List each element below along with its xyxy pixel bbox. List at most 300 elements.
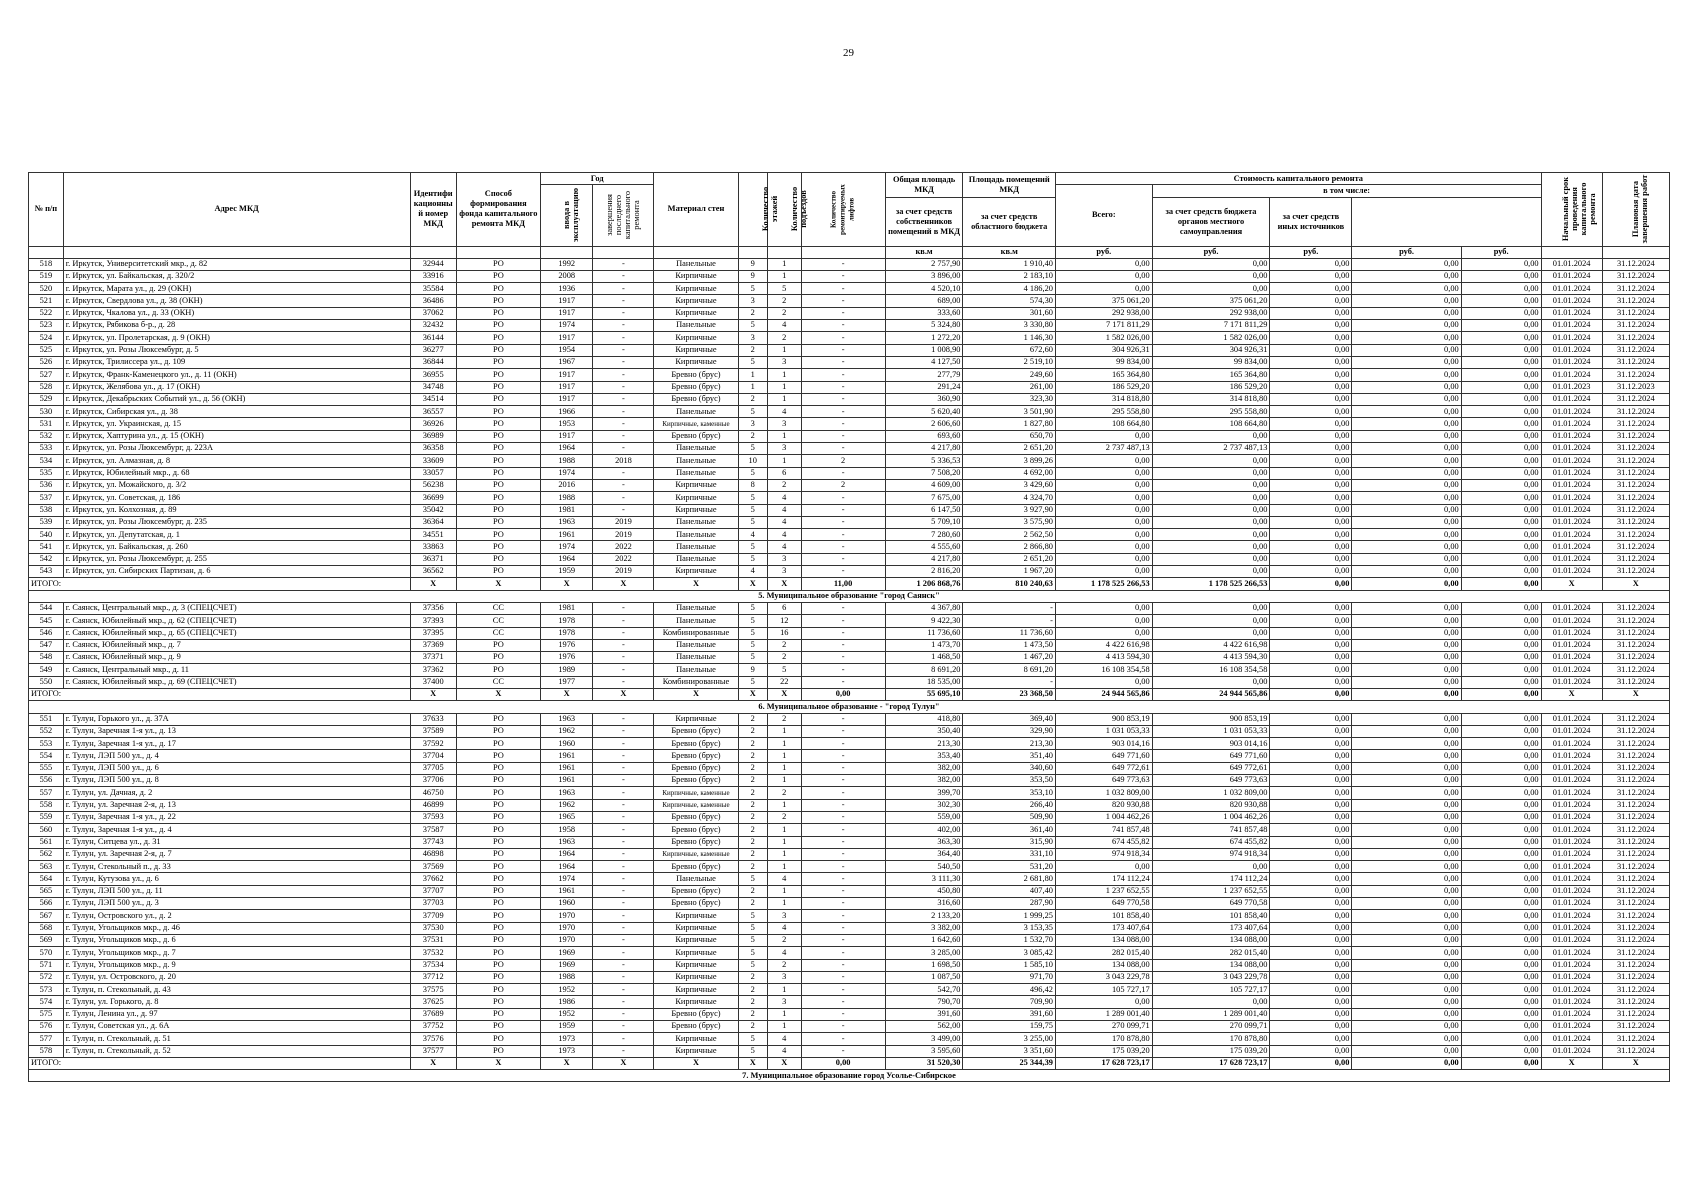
cell-10: 4 520,10 — [885, 283, 963, 295]
cell-10: 790,70 — [885, 996, 963, 1008]
cell-10: 5 324,80 — [885, 320, 963, 332]
cell-18: 31.12.2024 — [1602, 307, 1669, 319]
cell-12: 2 737 487,13 — [1055, 443, 1152, 455]
cell-15: 0,00 — [1352, 725, 1461, 737]
cell-1: г. Иркутск, ул. Советская, д. 186 — [63, 492, 410, 504]
cell-17: 01.01.2024 — [1541, 848, 1602, 860]
cell-12: 1 031 053,33 — [1055, 725, 1152, 737]
cell-5: X — [593, 688, 654, 700]
table-row — [29, 443, 1670, 455]
cell-7: 2 — [738, 1008, 767, 1020]
cell-13: 270 099,71 — [1152, 1021, 1270, 1033]
cell-11: 2 651,20 — [963, 553, 1056, 565]
cell-4: 1974 — [540, 467, 593, 479]
cell-14: 0,00 — [1270, 295, 1352, 307]
cell-14: 0,00 — [1270, 664, 1352, 676]
cell-1: г. Иркутск, ул. Депутатская, д. 1 — [63, 529, 410, 541]
cell-12: 900 853,19 — [1055, 713, 1152, 725]
cell-17: 01.01.2024 — [1541, 725, 1602, 737]
cell-6: Панельные — [654, 320, 738, 332]
cell-4: 1952 — [540, 984, 593, 996]
cell-14: 0,00 — [1270, 418, 1352, 430]
table-row — [29, 959, 1670, 971]
cell-13: 175 039,20 — [1152, 1045, 1270, 1057]
cell-6: Кирпичные — [654, 996, 738, 1008]
cell-5: - — [593, 861, 654, 873]
cell-10: 402,00 — [885, 824, 963, 836]
cell-8: 1 — [767, 824, 801, 836]
cell-7: 2 — [738, 775, 767, 787]
cell-9: - — [801, 787, 885, 799]
cell-16: 0,00 — [1461, 775, 1541, 787]
cell-4: 1964 — [540, 848, 593, 860]
section-title: 7. Муниципальное образование город Усолье-Сибирское — [29, 1070, 1670, 1082]
cell-10: 2 606,60 — [885, 418, 963, 430]
cell-1: г. Иркутск, ул. Байкальская, д. 260 — [63, 541, 410, 553]
cell-7: 5 — [738, 320, 767, 332]
cell-3: РО — [456, 787, 540, 799]
header-entrances: Количество подъездов — [767, 173, 801, 247]
cell-18: 31.12.2024 — [1602, 762, 1669, 774]
cell-3: РО — [456, 984, 540, 996]
cell-7: 5 — [738, 356, 767, 368]
cell-8: 6 — [767, 602, 801, 614]
cell-1: г. Тулун, Советская ул., д. 6А — [63, 1021, 410, 1033]
cell-5: 2019 — [593, 529, 654, 541]
cell-3: РО — [456, 775, 540, 787]
cell-11: 810 240,63 — [963, 578, 1056, 590]
cell-10: 353,40 — [885, 750, 963, 762]
cell-6: Бревно (брус) — [654, 1021, 738, 1033]
cell-11: 509,90 — [963, 811, 1056, 823]
cell-5: - — [593, 947, 654, 959]
cell-10: 11 736,60 — [885, 627, 963, 639]
cell-14: 0,00 — [1270, 885, 1352, 897]
cell-12: 16 108 354,58 — [1055, 664, 1152, 676]
cell-14: 0,00 — [1270, 541, 1352, 553]
cell-11: 11 736,60 — [963, 627, 1056, 639]
cell-8: 6 — [767, 467, 801, 479]
cell-17: 01.01.2023 — [1541, 381, 1602, 393]
cell-2: 37362 — [410, 664, 456, 676]
cell-11: 2 651,20 — [963, 443, 1056, 455]
cell-16: 0,00 — [1461, 996, 1541, 1008]
cell-6: Комбинированные — [654, 676, 738, 688]
unit-premises-area: кв.м — [963, 246, 1056, 258]
cell-3: РО — [456, 713, 540, 725]
cell-3: РО — [456, 516, 540, 528]
cell-18: 31.12.2024 — [1602, 541, 1669, 553]
cell-4: 1917 — [540, 393, 593, 405]
cell-13: 282 015,40 — [1152, 947, 1270, 959]
cell-13: 0,00 — [1152, 455, 1270, 467]
cell-13: 0,00 — [1152, 270, 1270, 282]
table-row — [29, 738, 1670, 750]
cell-6: Бревно (брус) — [654, 762, 738, 774]
cell-16: 0,00 — [1461, 652, 1541, 664]
cell-9: - — [801, 775, 885, 787]
cell-7: 9 — [738, 664, 767, 676]
cell-11: 407,40 — [963, 885, 1056, 897]
cell-13: 16 108 354,58 — [1152, 664, 1270, 676]
cell-13: 7 171 811,29 — [1152, 320, 1270, 332]
cell-6: Кирпичные — [654, 934, 738, 946]
header-premises-area: Площадь помещений МКД — [963, 173, 1056, 198]
cell-13: 741 857,48 — [1152, 824, 1270, 836]
cell-18: 31.12.2024 — [1602, 725, 1669, 737]
cell-9: - — [801, 529, 885, 541]
table-row — [29, 553, 1670, 565]
cell-16: 0,00 — [1461, 947, 1541, 959]
cell-14: 0,00 — [1270, 1045, 1352, 1057]
cell-9: - — [801, 332, 885, 344]
cell-11: 3 575,90 — [963, 516, 1056, 528]
cell-5: - — [593, 369, 654, 381]
cell-9: - — [801, 934, 885, 946]
cell-12: 108 664,80 — [1055, 418, 1152, 430]
cell-10: 4 609,00 — [885, 479, 963, 491]
cell-7: 2 — [738, 1021, 767, 1033]
cell-16: 0,00 — [1461, 1008, 1541, 1020]
cell-9: - — [801, 406, 885, 418]
cell-1: г. Иркутск, ул. Алмазная, д. 8 — [63, 455, 410, 467]
cell-6: Панельные — [654, 455, 738, 467]
cell-15: 0,00 — [1352, 283, 1461, 295]
cell-16: 0,00 — [1461, 615, 1541, 627]
cell-18: 31.12.2024 — [1602, 922, 1669, 934]
cell-10: 1 468,50 — [885, 652, 963, 664]
cell-16: 0,00 — [1461, 516, 1541, 528]
cell-0: 565 — [29, 885, 64, 897]
cell-18: 31.12.2024 — [1602, 775, 1669, 787]
cell-1: г. Иркутск, Франк-Каменецкого ул., д. 11 (ОКН) — [63, 369, 410, 381]
table-row — [29, 627, 1670, 639]
cell-7: 2 — [738, 750, 767, 762]
cell-5: - — [593, 676, 654, 688]
cell-5: - — [593, 959, 654, 971]
cell-4: 1976 — [540, 652, 593, 664]
cell-5: - — [593, 1008, 654, 1020]
cell-0: 522 — [29, 307, 64, 319]
cell-7: 2 — [738, 824, 767, 836]
cell-4: 1961 — [540, 885, 593, 897]
cell-4: 1970 — [540, 910, 593, 922]
cell-18: 31.12.2024 — [1602, 356, 1669, 368]
cell-12: 173 407,64 — [1055, 922, 1152, 934]
cell-11: 709,90 — [963, 996, 1056, 1008]
cell-13: 674 455,82 — [1152, 836, 1270, 848]
cell-1: г. Иркутск, ул. Украинская, д. 15 — [63, 418, 410, 430]
cell-9: - — [801, 566, 885, 578]
cell-2: 36844 — [410, 356, 456, 368]
cell-1: г. Иркутск, Марата ул., д. 29 (ОКН) — [63, 283, 410, 295]
cell-15: 0,00 — [1352, 578, 1461, 590]
cell-18: 31.12.2024 — [1602, 283, 1669, 295]
cell-4: 1969 — [540, 947, 593, 959]
cell-16: 0,00 — [1461, 861, 1541, 873]
cell-17: 01.01.2024 — [1541, 516, 1602, 528]
cell-6: Кирпичные, каменные — [654, 787, 738, 799]
cell-2: 34748 — [410, 381, 456, 393]
cell-7: 5 — [738, 639, 767, 651]
cell-5: 2019 — [593, 566, 654, 578]
cell-8: 4 — [767, 873, 801, 885]
section-header-row — [29, 1070, 1670, 1082]
cell-18: 31.12.2024 — [1602, 885, 1669, 897]
cell-9: - — [801, 811, 885, 823]
cell-7: 8 — [738, 479, 767, 491]
cell-1: г. Тулун, п. Стекольный, д. 52 — [63, 1045, 410, 1057]
cell-11: 351,40 — [963, 750, 1056, 762]
cell-6: X — [654, 578, 738, 590]
cell-11: 3 085,42 — [963, 947, 1056, 959]
cell-14: 0,00 — [1270, 356, 1352, 368]
cell-18: 31.12.2024 — [1602, 861, 1669, 873]
cell-7: 2 — [738, 762, 767, 774]
cell-9: - — [801, 713, 885, 725]
cell-16: 0,00 — [1461, 1033, 1541, 1045]
cell-7: 5 — [738, 541, 767, 553]
cell-17: 01.01.2024 — [1541, 258, 1602, 270]
header-year-last: завершения последнего капитального ремонта — [593, 185, 654, 246]
cell-10: 1 206 868,76 — [885, 578, 963, 590]
cell-4: 1965 — [540, 811, 593, 823]
cell-18: 31.12.2024 — [1602, 295, 1669, 307]
cell-2: 37689 — [410, 1008, 456, 1020]
cell-16: 0,00 — [1461, 467, 1541, 479]
table-row — [29, 873, 1670, 885]
cell-11: 2 681,80 — [963, 873, 1056, 885]
cell-8: 2 — [767, 787, 801, 799]
cell-13: 108 664,80 — [1152, 418, 1270, 430]
cell-15: 0,00 — [1352, 971, 1461, 983]
cell-15: 0,00 — [1352, 504, 1461, 516]
total-row — [29, 1057, 1670, 1069]
cell-0: 561 — [29, 836, 64, 848]
cell-17: 01.01.2024 — [1541, 738, 1602, 750]
cell-12: 903 014,16 — [1055, 738, 1152, 750]
cell-1: г. Иркутск, Трилиссера ул., д. 109 — [63, 356, 410, 368]
cell-0: 538 — [29, 504, 64, 516]
cell-7: 5 — [738, 934, 767, 946]
cell-9: - — [801, 639, 885, 651]
cell-7: 5 — [738, 910, 767, 922]
cell-7: 2 — [738, 811, 767, 823]
cell-5: 2022 — [593, 553, 654, 565]
cell-12: 649 771,60 — [1055, 750, 1152, 762]
cell-6: Кирпичные — [654, 307, 738, 319]
cell-1: г. Тулун, Заречная 1-я ул., д. 4 — [63, 824, 410, 836]
cell-4: 1977 — [540, 676, 593, 688]
cell-4: 1988 — [540, 455, 593, 467]
cell-15: 0,00 — [1352, 516, 1461, 528]
cell-0: 534 — [29, 455, 64, 467]
cell-10: 1 272,20 — [885, 332, 963, 344]
cell-8: 1 — [767, 836, 801, 848]
cell-0: 536 — [29, 479, 64, 491]
cell-0: 541 — [29, 541, 64, 553]
cell-7: 2 — [738, 430, 767, 442]
cell-13: 134 088,00 — [1152, 959, 1270, 971]
cell-2: 37633 — [410, 713, 456, 725]
table-row — [29, 430, 1670, 442]
cell-15: 0,00 — [1352, 910, 1461, 922]
cell-11: 369,40 — [963, 713, 1056, 725]
cell-10: 7 675,00 — [885, 492, 963, 504]
cell-3: РО — [456, 898, 540, 910]
cell-14: 0,00 — [1270, 824, 1352, 836]
cell-18: X — [1602, 1057, 1669, 1069]
cell-3: РО — [456, 922, 540, 934]
cell-6: Панельные — [654, 615, 738, 627]
cell-2: 37709 — [410, 910, 456, 922]
cell-10: 3 285,00 — [885, 947, 963, 959]
cell-12: 4 413 594,30 — [1055, 652, 1152, 664]
table-row — [29, 799, 1670, 811]
cell-3: РО — [456, 418, 540, 430]
cell-13: 1 032 809,00 — [1152, 787, 1270, 799]
cell-13: 903 014,16 — [1152, 738, 1270, 750]
cell-9: - — [801, 320, 885, 332]
cell-16: 0,00 — [1461, 1057, 1541, 1069]
cell-0: 547 — [29, 639, 64, 651]
cell-6: Кирпичные — [654, 984, 738, 996]
cell-5: - — [593, 898, 654, 910]
cell-16: 0,00 — [1461, 713, 1541, 725]
cell-5: - — [593, 996, 654, 1008]
cell-10: 4 217,80 — [885, 443, 963, 455]
cell-8: 1 — [767, 898, 801, 910]
cell-18: 31.12.2024 — [1602, 824, 1669, 836]
cell-5: - — [593, 922, 654, 934]
cell-12: 295 558,80 — [1055, 406, 1152, 418]
cell-3: РО — [456, 947, 540, 959]
cell-4: 1964 — [540, 553, 593, 565]
cell-1: г. Тулун, Заречная 1-я ул., д. 22 — [63, 811, 410, 823]
cell-0: 543 — [29, 566, 64, 578]
header-floors: Количество этажей — [738, 173, 767, 247]
cell-5: - — [593, 406, 654, 418]
header-start: Начальный срок проведения капитального ремонта — [1541, 173, 1602, 247]
cell-10: 3 595,60 — [885, 1045, 963, 1057]
cell-10: 450,80 — [885, 885, 963, 897]
cell-11: 353,50 — [963, 775, 1056, 787]
table-row — [29, 332, 1670, 344]
cell-7: 2 — [738, 885, 767, 897]
cell-17: X — [1541, 1057, 1602, 1069]
cell-18: 31.12.2024 — [1602, 615, 1669, 627]
cell-3: РО — [456, 406, 540, 418]
cell-9: - — [801, 516, 885, 528]
cell-17: 01.01.2024 — [1541, 418, 1602, 430]
cell-13: 165 364,80 — [1152, 369, 1270, 381]
cell-13: 0,00 — [1152, 529, 1270, 541]
cell-1: г. Тулун, Островского ул., д. 2 — [63, 910, 410, 922]
cell-8: 2 — [767, 652, 801, 664]
cell-17: 01.01.2024 — [1541, 885, 1602, 897]
cell-0: 550 — [29, 676, 64, 688]
header-regional: за счет средств областного бюджета — [963, 197, 1056, 246]
cell-3: РО — [456, 848, 540, 860]
cell-2: 37356 — [410, 602, 456, 614]
cell-11: 3 927,90 — [963, 504, 1056, 516]
cell-2: 35042 — [410, 504, 456, 516]
cell-6: Бревно (брус) — [654, 738, 738, 750]
cell-2: 37576 — [410, 1033, 456, 1045]
cell-0: 546 — [29, 627, 64, 639]
cell-8: 4 — [767, 406, 801, 418]
table-row — [29, 356, 1670, 368]
cell-15: 0,00 — [1352, 393, 1461, 405]
cell-16: 0,00 — [1461, 799, 1541, 811]
cell-7: 5 — [738, 553, 767, 565]
header-year-in: ввода в эксплуатацию — [540, 185, 593, 246]
cell-8: 5 — [767, 283, 801, 295]
cell-2: 46750 — [410, 787, 456, 799]
cell-12: 0,00 — [1055, 430, 1152, 442]
cell-10: 360,90 — [885, 393, 963, 405]
cell-0: 548 — [29, 652, 64, 664]
cell-14: 0,00 — [1270, 984, 1352, 996]
cell-12: 186 529,20 — [1055, 381, 1152, 393]
cell-18: 31.12.2024 — [1602, 332, 1669, 344]
section-header-row — [29, 590, 1670, 602]
cell-14: 0,00 — [1270, 898, 1352, 910]
cell-0: 537 — [29, 492, 64, 504]
cell-10: 9 422,30 — [885, 615, 963, 627]
cell-6: Панельные — [654, 664, 738, 676]
cell-1: г. Тулун, ул. Горького, д. 8 — [63, 996, 410, 1008]
cell-5: - — [593, 1033, 654, 1045]
cell-5: - — [593, 750, 654, 762]
cell-18: 31.12.2024 — [1602, 430, 1669, 442]
cell-16: 0,00 — [1461, 639, 1541, 651]
cell-5: - — [593, 775, 654, 787]
cell-15: 0,00 — [1352, 1008, 1461, 1020]
cell-14: 0,00 — [1270, 602, 1352, 614]
cell-6: Бревно (брус) — [654, 750, 738, 762]
cell-4: 1973 — [540, 1045, 593, 1057]
cell-18: 31.12.2024 — [1602, 627, 1669, 639]
cell-16: 0,00 — [1461, 836, 1541, 848]
cell-3: РО — [456, 861, 540, 873]
cell-16: 0,00 — [1461, 541, 1541, 553]
cell-1: г. Саянск, Центральный мкр., д. 11 — [63, 664, 410, 676]
cell-9: - — [801, 1033, 885, 1045]
cell-16: 0,00 — [1461, 492, 1541, 504]
cell-0: 528 — [29, 381, 64, 393]
cell-17: X — [1541, 688, 1602, 700]
cell-3: РО — [456, 811, 540, 823]
header-incl: в том числе: — [1152, 185, 1541, 197]
cell-2: 36277 — [410, 344, 456, 356]
cell-7: 5 — [738, 1045, 767, 1057]
cell-5: - — [593, 418, 654, 430]
cell-13: 0,00 — [1152, 504, 1270, 516]
cell-14: 0,00 — [1270, 959, 1352, 971]
header-num: № п/п — [29, 173, 64, 247]
table-row — [29, 1045, 1670, 1057]
cell-3: РО — [456, 738, 540, 750]
cell-8: 4 — [767, 492, 801, 504]
cell-14: 0,00 — [1270, 799, 1352, 811]
cell-14: 0,00 — [1270, 270, 1352, 282]
cell-1: г. Иркутск, Университетский мкр., д. 82 — [63, 258, 410, 270]
cell-15: 0,00 — [1352, 799, 1461, 811]
cell-6: Кирпичные — [654, 283, 738, 295]
cell-14: 0,00 — [1270, 725, 1352, 737]
cell-0: ИТОГО: — [29, 688, 411, 700]
